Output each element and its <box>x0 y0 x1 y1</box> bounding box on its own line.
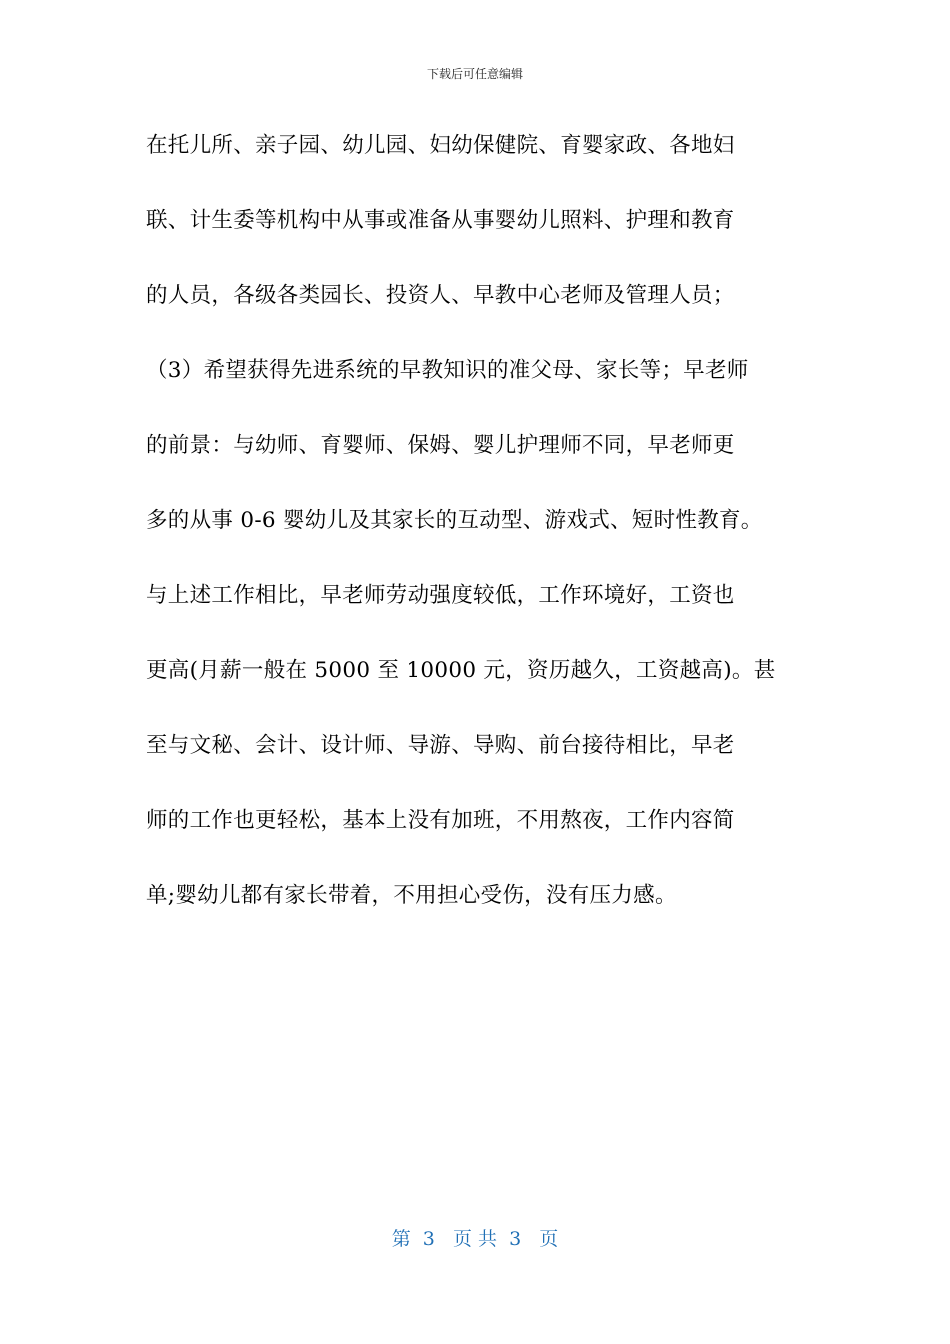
text-line: 联、计生委等机构中从事或准备从事婴幼儿照料、护理和教育 <box>146 208 735 233</box>
text-line: 在托儿所、亲子园、幼儿园、妇幼保健院、育婴家政、各地妇 <box>146 133 735 158</box>
text-line: 多的从事 0-6 婴幼儿及其家长的互动型、游戏式、短时性教育。 <box>146 508 763 533</box>
text-line: 单;婴幼儿都有家长带着，不用担心受伤，没有压力感。 <box>146 883 677 908</box>
text-line: （3）希望获得先进系统的早教知识的准父母、家长等；早老师 <box>146 358 749 383</box>
text-line: 的前景：与幼师、育婴师、保姆、婴儿护理师不同，早老师更 <box>146 433 735 458</box>
page-header: 下载后可任意编辑 <box>426 67 523 81</box>
text-line: 更高(月薪一般在 5000 至 10000 元，资历越久，工资越高)。甚 <box>146 658 776 683</box>
text-line: 的人员，各级各类园长、投资人、早教中心老师及管理人员； <box>146 283 735 308</box>
text-line: 与上述工作相比，早老师劳动强度较低，工作环境好，工资也 <box>146 583 735 608</box>
text-line: 至与文秘、会计、设计师、导游、导购、前台接待相比，早老 <box>146 733 735 758</box>
text-line: 师的工作也更轻松，基本上没有加班，不用熬夜，工作内容简 <box>146 808 735 833</box>
page-number-footer: 第 3 页 共 3 页 <box>391 1228 559 1250</box>
body-paragraph <box>146 126 806 951</box>
